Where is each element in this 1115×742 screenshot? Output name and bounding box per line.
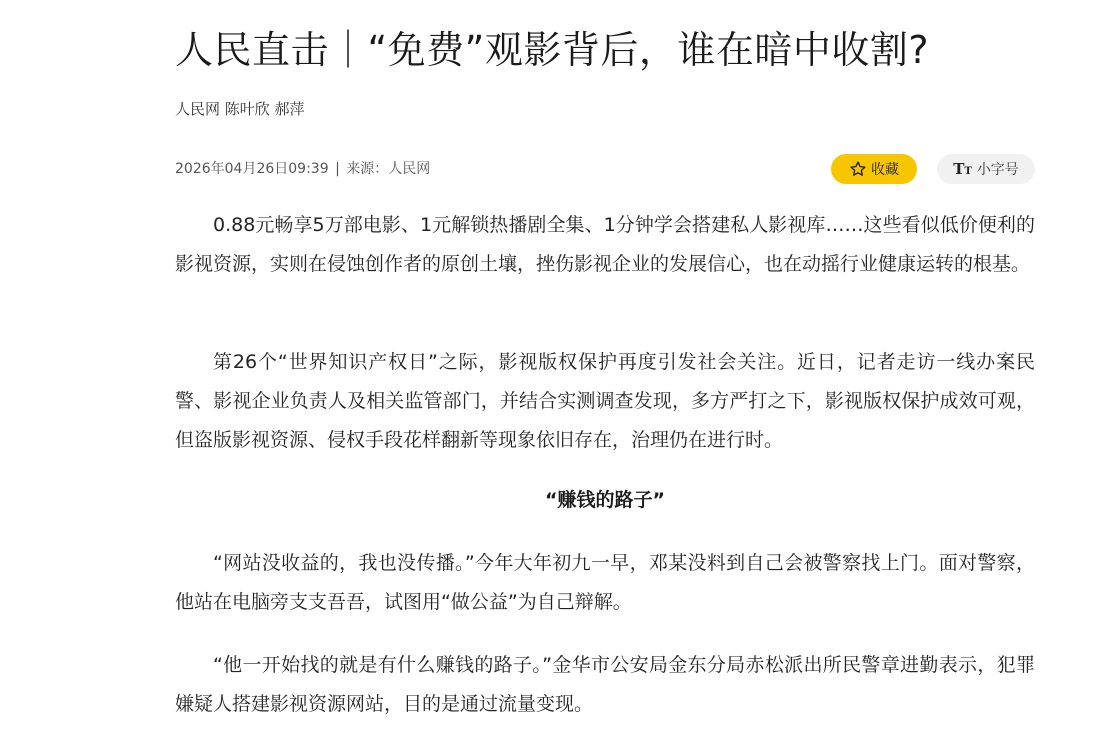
publish-date: 2026年04月26日09:39: [175, 161, 329, 177]
font-size-label: 小字号: [976, 162, 1019, 178]
meta-separator: |: [335, 161, 340, 177]
favorite-label: 收藏: [871, 162, 899, 178]
star-outline-icon: [849, 160, 867, 178]
paragraph-3: “网站没收益的，我也没传播。”今年大年初九一早，邓某没料到自己会被警察找上门。面对警察，他站在电脑旁支支吾吾，试图用“做公益”为自己辩解。: [175, 552, 1035, 613]
section-heading: “赚钱的路子”: [545, 489, 665, 511]
article-source: 来源：人民网: [346, 161, 431, 177]
tt-font-icon: TT: [953, 160, 972, 178]
article-meta-info: [175, 158, 430, 180]
article-meta-row: [175, 154, 1035, 186]
font-size-button[interactable]: [937, 154, 1035, 184]
paragraph-1: 0.88元畅享5万部电影、1元解锁热播剧全集、1分钟学会搭建私人影视库……这些看似低价便利的影视资源，实则在侵蚀创作者的原创土壤，挫伤影视企业的发展信心，也在动摇行业健康运转的根基。: [175, 214, 1035, 275]
paragraph-2: 第26个“世界知识产权日”之际，影视版权保护再度引发社会关注。近日，记者走访一线办案民警、影视企业负责人及相关监管部门，并结合实测调查发现，多方严打之下，影视版权保护成效可观，但盗版影视资源、侵权手段花样翻新等现象依旧存在，治理仍在进行时。: [175, 351, 1035, 451]
article-authors: 人民网 陈叶欣 郝萍: [175, 100, 305, 118]
paragraph-4: “他一开始找的就是有什么赚钱的路子。”金华市公安局金东分局赤松派出所民警章进勤表示，犯罪嫌疑人搭建影视资源网站，目的是通过流量变现。: [175, 654, 1035, 715]
favorite-button[interactable]: [831, 154, 917, 184]
article-title: 人民直击｜“免费”观影背后，谁在暗中收割?: [175, 28, 930, 72]
